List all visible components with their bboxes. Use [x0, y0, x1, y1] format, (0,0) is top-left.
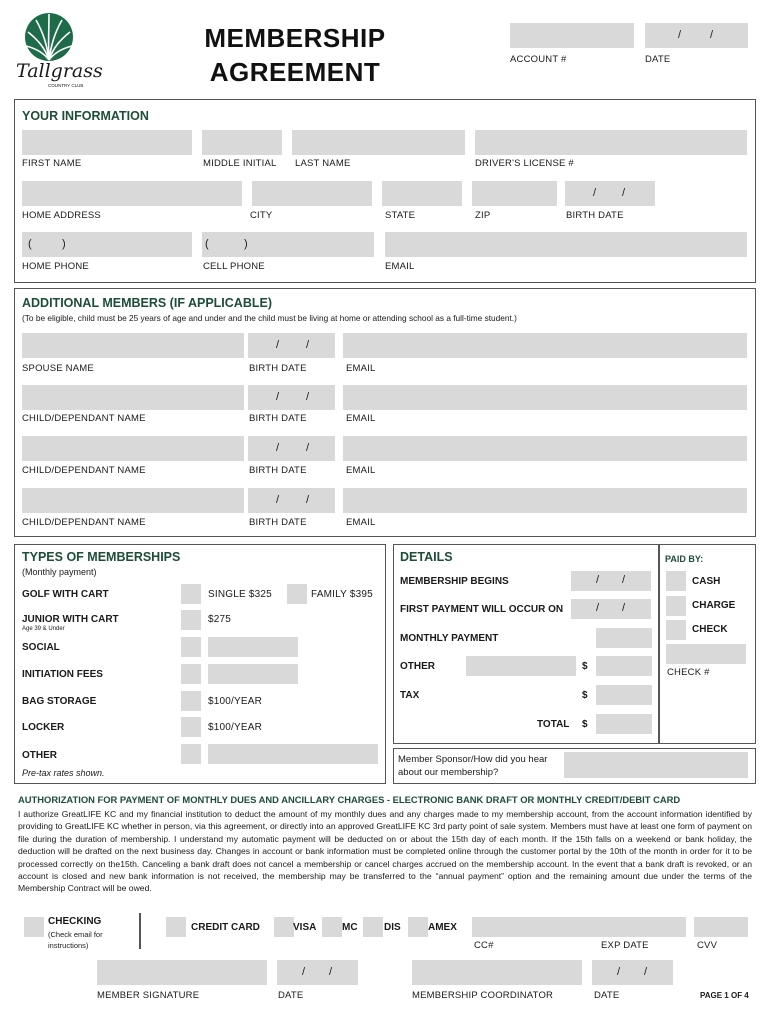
- state-field[interactable]: [382, 181, 462, 206]
- membership-types-subheading: (Monthly payment): [22, 567, 97, 577]
- check-checkbox[interactable]: [666, 620, 686, 640]
- initiation-fees-label: INITIATION FEES: [22, 669, 103, 680]
- zip-field[interactable]: [472, 181, 557, 206]
- cell-phone-label: CELL PHONE: [203, 261, 265, 272]
- member-signature-date-field[interactable]: [277, 960, 358, 985]
- child-email-field[interactable]: [343, 436, 747, 461]
- sponsor-label-line-2: about our membership?: [398, 767, 499, 778]
- eligibility-note: (To be eligible, child must be 25 years of age and under and the child must be living at home or attending school as a full-time student.): [22, 313, 517, 323]
- email-field[interactable]: [385, 232, 747, 257]
- locker-price-label: $100/YEAR: [208, 722, 263, 733]
- total-label: TOTAL: [537, 719, 570, 730]
- date-separator: /: [678, 29, 682, 41]
- membership-begins-label: MEMBERSHIP BEGINS: [400, 576, 509, 587]
- first-name-label: FIRST NAME: [22, 158, 82, 169]
- middle-initial-label: MIDDLE INITIAL: [203, 158, 277, 169]
- date-separator: /: [596, 574, 600, 586]
- locker-label: LOCKER: [22, 722, 65, 733]
- junior-checkbox[interactable]: [181, 610, 201, 630]
- header-date-label: DATE: [645, 54, 671, 65]
- child-birth-date-label: BIRTH DATE: [249, 517, 307, 528]
- child-birth-date-field[interactable]: [248, 385, 335, 410]
- additional-members-heading: ADDITIONAL MEMBERS (IF APPLICABLE): [22, 296, 272, 310]
- child-email-label: EMAIL: [346, 517, 376, 528]
- date-separator: /: [306, 339, 310, 351]
- initiation-fees-checkbox[interactable]: [181, 664, 201, 684]
- paid-by-label: PAID BY:: [665, 554, 704, 564]
- last-name-field[interactable]: [292, 130, 465, 155]
- social-amount-field[interactable]: [208, 637, 298, 657]
- check-number-label: CHECK #: [667, 667, 710, 678]
- date-separator: /: [710, 29, 714, 41]
- state-label: STATE: [385, 210, 416, 221]
- child-email-label: EMAIL: [346, 465, 376, 476]
- cell-phone-field[interactable]: [202, 232, 374, 257]
- check-number-field[interactable]: [666, 644, 746, 664]
- details-heading: DETAILS: [400, 550, 453, 564]
- city-label: CITY: [250, 210, 273, 221]
- home-address-field[interactable]: [22, 181, 242, 206]
- bag-storage-checkbox[interactable]: [181, 691, 201, 711]
- date-separator: /: [276, 494, 280, 506]
- child-birth-date-field[interactable]: [248, 488, 335, 513]
- member-signature-date-label: DATE: [278, 990, 304, 1001]
- member-signature-label: MEMBER SIGNATURE: [97, 990, 200, 1001]
- checking-note-line-2: instructions): [48, 941, 89, 950]
- tax-amount-field[interactable]: [596, 685, 652, 705]
- home-phone-field[interactable]: [22, 232, 192, 257]
- birth-date-field[interactable]: [565, 181, 655, 206]
- sponsor-field[interactable]: [564, 752, 748, 778]
- checking-label: CHECKING: [48, 916, 102, 927]
- dis-label: DIS: [384, 922, 401, 933]
- family-price-label: FAMILY $395: [311, 589, 373, 600]
- first-payment-date-field[interactable]: [571, 599, 651, 619]
- payment-divider: [139, 913, 141, 949]
- membership-begins-field[interactable]: [571, 571, 651, 591]
- date-separator: /: [306, 391, 310, 403]
- junior-age-note: Age 39 & Under: [22, 626, 65, 632]
- city-field[interactable]: [252, 181, 372, 206]
- total-amount-field[interactable]: [596, 714, 652, 734]
- first-name-field[interactable]: [22, 130, 192, 155]
- cash-label: CASH: [692, 576, 721, 587]
- details-divider: [658, 544, 660, 744]
- checking-checkbox[interactable]: [24, 917, 44, 937]
- coordinator-signature-field[interactable]: [412, 960, 582, 985]
- drivers-license-label: DRIVER'S LICENSE #: [475, 158, 574, 169]
- cash-checkbox[interactable]: [666, 571, 686, 591]
- social-checkbox[interactable]: [181, 637, 201, 657]
- sponsor-label-line-1: Member Sponsor/How did you hear: [398, 754, 548, 765]
- single-checkbox[interactable]: [181, 584, 201, 604]
- checking-note-line-1: (Check email for: [48, 930, 103, 939]
- mc-checkbox[interactable]: [322, 917, 342, 937]
- spouse-birth-date-label: BIRTH DATE: [249, 363, 307, 374]
- other-membership-field[interactable]: [208, 744, 378, 764]
- member-signature-field[interactable]: [97, 960, 267, 985]
- child-email-label: EMAIL: [346, 413, 376, 424]
- cvv-label: CVV: [697, 940, 718, 951]
- locker-checkbox[interactable]: [181, 717, 201, 737]
- page-title-line-1: MEMBERSHIP: [204, 23, 386, 53]
- drivers-license-field[interactable]: [475, 130, 747, 155]
- header-date-field[interactable]: [645, 23, 748, 48]
- date-separator: /: [276, 442, 280, 454]
- amex-checkbox[interactable]: [408, 917, 428, 937]
- tax-label: TAX: [400, 690, 420, 701]
- child-name-field[interactable]: [22, 488, 244, 513]
- dis-checkbox[interactable]: [363, 917, 383, 937]
- visa-label: VISA: [293, 922, 317, 933]
- account-number-field[interactable]: [510, 23, 634, 48]
- coordinator-label: MEMBERSHIP COORDINATOR: [412, 990, 554, 1001]
- area-code-paren: (: [205, 238, 209, 250]
- other-membership-label: OTHER: [22, 750, 57, 761]
- authorization-body: I authorize GreatLIFE KC and my financial institution to deduct the amount of my monthly dues and any charges made to my membership account, from the account information identified by providing to GreatLIFE KC whether in person, via this agreement, or directly into an approved GreatLIFE KC 3rd party point of sale system. Members must have at least one form of payment on file during the duration of membership. I understand my automatic payment will be deducted on or about the 15th day of each month. If the 15th falls on a weekend or bank holiday, the deduction will be drafted on the next business day. Changes in account or bank information must be completed online through the customer portal by the 10th of the month in order for it to be processed correctly on the15th. Canceling a bank draft does not cancel a membership or cancel charges accrued on the membership account. In the event that a bank draft is revoked, or an account is closed and new bank information is not received, the membership may be transferred to the “annual payment” option and the remaining amount due under the terms of the Membership Contract will be owed.: [18, 809, 752, 894]
- junior-price-label: $275: [208, 614, 232, 625]
- date-separator: /: [622, 602, 626, 614]
- last-name-label: LAST NAME: [295, 158, 351, 169]
- credit-card-checkbox[interactable]: [166, 917, 186, 937]
- middle-initial-field[interactable]: [202, 130, 282, 155]
- date-separator: /: [622, 187, 626, 199]
- date-separator: /: [596, 602, 600, 614]
- family-checkbox[interactable]: [287, 584, 307, 604]
- other-membership-checkbox[interactable]: [181, 744, 201, 764]
- card-number-field[interactable]: [472, 917, 686, 937]
- area-code-paren: ): [62, 238, 66, 250]
- charge-label: CHARGE: [692, 600, 736, 611]
- golf-with-cart-label: GOLF WITH CART: [22, 589, 109, 600]
- credit-card-label: CREDIT CARD: [191, 922, 260, 933]
- date-separator: /: [306, 442, 310, 454]
- home-phone-label: HOME PHONE: [22, 261, 89, 272]
- dollar-sign: $: [582, 690, 588, 701]
- visa-checkbox[interactable]: [274, 917, 294, 937]
- monthly-payment-field[interactable]: [596, 628, 652, 648]
- date-separator: /: [329, 966, 333, 978]
- single-price-label: SINGLE $325: [208, 589, 272, 600]
- coordinator-date-label: DATE: [594, 990, 620, 1001]
- spouse-birth-date-field[interactable]: [248, 333, 335, 358]
- bag-storage-price-label: $100/YEAR: [208, 696, 263, 707]
- home-address-label: HOME ADDRESS: [22, 210, 101, 221]
- your-information-heading: YOUR INFORMATION: [22, 109, 149, 123]
- child-name-label: CHILD/DEPENDANT NAME: [22, 465, 146, 476]
- first-payment-label: FIRST PAYMENT WILL OCCUR ON: [400, 604, 564, 615]
- date-separator: /: [622, 574, 626, 586]
- initiation-fees-amount-field[interactable]: [208, 664, 298, 684]
- child-email-field[interactable]: [343, 488, 747, 513]
- date-separator: /: [644, 966, 648, 978]
- junior-with-cart-label: JUNIOR WITH CART: [22, 614, 119, 625]
- exp-date-label: EXP DATE: [601, 940, 649, 951]
- child-birth-date-label: BIRTH DATE: [249, 465, 307, 476]
- charge-checkbox[interactable]: [666, 596, 686, 616]
- club-logo: [14, 12, 103, 94]
- child-email-field[interactable]: [343, 385, 747, 410]
- dollar-sign: $: [582, 719, 588, 730]
- child-name-field[interactable]: [22, 385, 244, 410]
- page-title-line-2: AGREEMENT: [209, 57, 381, 87]
- check-label: CHECK: [692, 624, 728, 635]
- exp-date-field[interactable]: [694, 917, 748, 937]
- spouse-email-label: EMAIL: [346, 363, 376, 374]
- email-label: EMAIL: [385, 261, 415, 272]
- child-name-label: CHILD/DEPENDANT NAME: [22, 517, 146, 528]
- coordinator-date-field[interactable]: [592, 960, 673, 985]
- mc-label: MC: [342, 922, 358, 933]
- date-separator: /: [276, 391, 280, 403]
- membership-types-heading: TYPES OF MEMBERSHIPS: [22, 550, 181, 564]
- date-separator: /: [276, 339, 280, 351]
- child-name-label: CHILD/DEPENDANT NAME: [22, 413, 146, 424]
- spouse-email-field[interactable]: [343, 333, 747, 358]
- page-number: PAGE 1 OF 4: [700, 991, 749, 1000]
- pretax-note: Pre-tax rates shown.: [22, 768, 105, 778]
- logo-name: Tallgrass: [16, 60, 103, 82]
- authorization-heading: AUTHORIZATION FOR PAYMENT OF MONTHLY DUES AND ANCILLARY CHARGES - ELECTRONIC BANK DRAFT OR MONTHLY CREDIT/DEBIT CARD: [18, 794, 681, 805]
- dollar-sign: $: [582, 661, 588, 672]
- spouse-name-field[interactable]: [22, 333, 244, 358]
- amex-label: AMEX: [428, 922, 457, 933]
- child-birth-date-label: BIRTH DATE: [249, 413, 307, 424]
- child-name-field[interactable]: [22, 436, 244, 461]
- child-birth-date-field[interactable]: [248, 436, 335, 461]
- birth-date-label: BIRTH DATE: [566, 210, 624, 221]
- bag-storage-label: BAG STORAGE: [22, 696, 97, 707]
- zip-label: ZIP: [475, 210, 491, 221]
- date-separator: /: [617, 966, 621, 978]
- account-number-label: ACCOUNT #: [510, 54, 567, 65]
- other-details-field[interactable]: [466, 656, 576, 676]
- date-separator: /: [593, 187, 597, 199]
- spouse-name-label: SPOUSE NAME: [22, 363, 94, 374]
- date-separator: /: [306, 494, 310, 506]
- date-separator: /: [302, 966, 306, 978]
- other-amount-field[interactable]: [596, 656, 652, 676]
- logo-subtitle: COUNTRY CLUB: [48, 83, 84, 88]
- other-details-label: OTHER: [400, 661, 435, 672]
- area-code-paren: (: [28, 238, 32, 250]
- monthly-payment-label: MONTHLY PAYMENT: [400, 633, 499, 644]
- social-label: SOCIAL: [22, 642, 60, 653]
- area-code-paren: ): [244, 238, 248, 250]
- card-number-label: CC#: [474, 940, 494, 951]
